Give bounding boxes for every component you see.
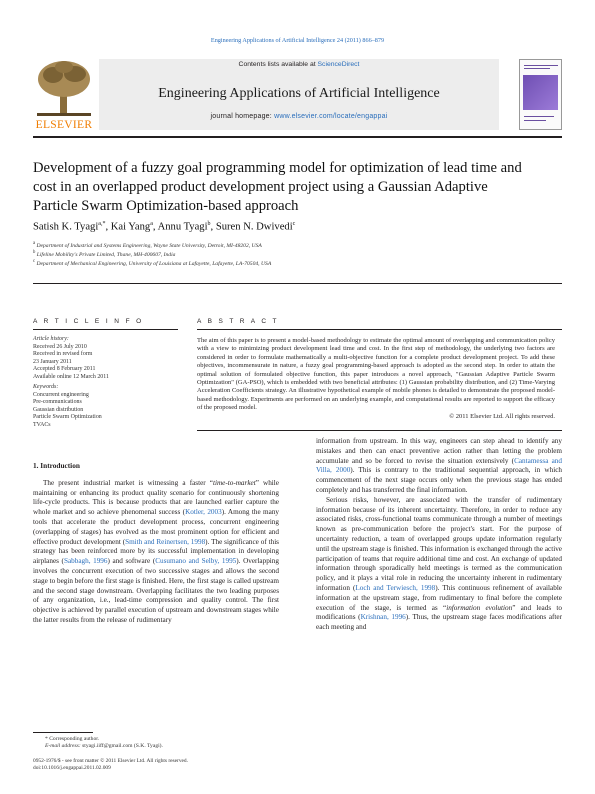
homepage-label: journal homepage: xyxy=(210,113,275,120)
keywords-block xyxy=(33,384,173,429)
cover-graphic xyxy=(523,75,558,110)
keyword[interactable]: Particle Swarm Optimization xyxy=(33,414,102,420)
affiliation-text: Department of Industrial and Systems Engineering, Wayne State University, Detroit, MI-48202, USA xyxy=(36,242,262,249)
text-run: information from upstream. In this way, engineers can step ahead to identify any mistakes and then can enact preventive action rather than letting the problem accumulate and so be forced to revise the situation extensively ( xyxy=(316,437,562,465)
journal-citation-line[interactable]: Engineering Applications of Artificial Intelligence 24 (2011) 866–879 xyxy=(210,37,385,44)
affiliation-marker: b xyxy=(33,250,36,255)
abstract-text: The aim of this paper is to present a model-based methodology to estimate the optimal amount of overlapping and communication policy with a view to minimizing product development lead time and cost. In the first step of methodology, the underlying two factors are considered in order to formulate mathematically a multi-objective function for a complete product development project. To add these objectives, incommensurate in nature, a fuzzy goal programming-based approach is adopted as the second step. In order to attain the optimal solution of formulated objective function, this paper introduces a novel approach, "Gaussian Adaptive Particle Swarm Optimization" (GA-PSO), which is embedded with two beneficial attributes: (1) Gaussian probability distribution, and (2) Time-Varying Acceleration Coefficients strategy. An illustrative hypothetical example of mobile phones is detailed to demonstrate the proposed model-based methodology. Experiments are performed on an underlying example, and computational results are reported to support the efficacy of the proposed model. xyxy=(197,337,555,412)
corresponding-author-note: * Corresponding author. xyxy=(45,736,100,742)
affiliation-text: Lifeline Mobility's Private Limited, Thane, MH-400607, India xyxy=(36,251,176,258)
text-run: The present industrial market is witnessing a faster “ xyxy=(43,478,213,487)
sciencedirect-link[interactable]: ScienceDirect xyxy=(317,61,360,68)
article-info-rule xyxy=(33,329,178,330)
affiliation-marker: c xyxy=(33,259,36,264)
author-separator: , xyxy=(105,221,111,233)
history-label: Article history: xyxy=(33,336,69,342)
cover-line xyxy=(524,120,546,121)
section-heading-introduction: 1. Introduction xyxy=(33,461,80,470)
affiliation xyxy=(33,241,262,249)
journal-homepage-line xyxy=(99,113,499,120)
keyword[interactable]: Gaussian distribution xyxy=(33,406,84,413)
citation-link[interactable]: Sabbagh, 1996 xyxy=(63,557,108,566)
abstract-heading: A B S T R A C T xyxy=(197,318,279,325)
emphasis-text: time-to-market xyxy=(212,478,256,487)
author-name[interactable]: Suren N. Dwivedi xyxy=(215,221,293,233)
body-column-left xyxy=(33,461,279,626)
text-run: ” and leads to modifications ( xyxy=(316,603,562,622)
citation-link[interactable]: Loch and Terwiesch, 1998 xyxy=(355,583,436,592)
abstract-bottom-rule xyxy=(197,430,562,431)
footnote-rule xyxy=(33,732,93,733)
history-item: Received 26 July 2010 xyxy=(33,343,87,350)
abstract-top-rule xyxy=(197,329,562,330)
author-name[interactable]: Kai Yang xyxy=(110,221,151,233)
author-separator: , xyxy=(210,221,216,233)
cover-line xyxy=(524,68,550,69)
text-run: ). This is contrary to the traditional sequential approach, in which commencement of the next stage occurs only when the previous stage has ended completely and has transferred the final information. xyxy=(316,466,562,494)
cover-line xyxy=(524,116,554,117)
affiliation-rule xyxy=(33,283,562,284)
history-item: Available online 12 March 2011 xyxy=(33,373,109,380)
header-rule xyxy=(33,136,562,138)
text-run: Serious risks, however, are associated with the transfer of rudimentary information because of its inherent uncertainty. Therefore, in order to reduce any associated risks, cross-functional teams communicate through a number of meetings known as pre-communication before the project's start. For the purpose of uncertainty reduction, a team of overlapped groups update information regularly until the upstream stage is finished. This information is exchanged through the active participation of teams that require additional time and cost. An exchange of updated information through sporadically held meetings is termed as the communication policy, and it plays a vital role in reducing the uncertainty inherent in rudimentary information ( xyxy=(316,495,562,592)
body-paragraph xyxy=(33,479,279,626)
author-name[interactable]: Annu Tyagi xyxy=(157,221,208,233)
author-affil-marker[interactable]: b xyxy=(207,221,211,227)
body-column-right xyxy=(316,437,562,633)
citation-link[interactable]: Kotler, 2003 xyxy=(185,508,222,517)
journal-title: Engineering Applications of Artificial Intelligence xyxy=(158,86,440,101)
elsevier-wordmark: ELSEVIER xyxy=(35,119,93,131)
author-list xyxy=(33,221,295,233)
author-name[interactable]: Satish K. Tyagi xyxy=(33,221,99,233)
keywords-label: Keywords: xyxy=(33,384,59,390)
history-item: 23 January 2011 xyxy=(33,358,72,365)
history-item: Accepted 8 February 2011 xyxy=(33,366,96,372)
affiliation xyxy=(33,259,271,267)
body-paragraph xyxy=(316,496,562,633)
doi-line[interactable]: doi:10.1016/j.engappai.2011.02.009 xyxy=(33,765,111,771)
email-note xyxy=(33,743,283,750)
body-paragraph xyxy=(316,437,562,496)
abstract-copyright: © 2011 Elsevier Ltd. All rights reserved. xyxy=(449,412,555,420)
text-run: ) and software ( xyxy=(107,557,156,566)
author-affil-marker[interactable]: a,* xyxy=(98,221,106,227)
text-run: ” while maintaining or enhancing its product quality scenario for continuously shortening life-cycle products. This is because products that are launched earlier capture the whole market and so achieve phenomenal success ( xyxy=(33,478,279,517)
author-affil-marker[interactable]: a xyxy=(150,221,153,227)
keyword[interactable]: Pre-communications xyxy=(33,399,82,405)
elsevier-tree-icon xyxy=(33,59,95,117)
citation-link[interactable]: Krishnan, 1996 xyxy=(360,613,406,622)
text-run: ). Thus, the upstream stage faces modifications after each meeting and xyxy=(316,613,563,632)
emphasis-text: information evolution xyxy=(446,603,513,612)
article-history xyxy=(33,336,173,381)
footnote xyxy=(33,736,283,750)
text-run: ). Among the many tools that accelerate the product development process, concurrent engineering (overlapping of stages) has evolved as the most prominent option for efficient and effective product development ( xyxy=(33,508,280,546)
email-label: E-mail address: xyxy=(45,743,83,749)
author-separator: , xyxy=(152,221,158,233)
affiliation-marker: a xyxy=(33,241,36,246)
citation-link[interactable]: Cantamessa and Villa, 2000 xyxy=(316,456,562,475)
email-address[interactable]: styagi.iiff@gmail.com (S.K. Tyagi). xyxy=(82,743,163,749)
text-run: ). The significance of this strategy has been reinforced more by its successful implementation in developing airplanes ( xyxy=(33,537,279,566)
homepage-link[interactable]: www.elsevier.com/locate/engappai xyxy=(274,113,388,120)
text-run: ). Overlapping involves the concurrent execution of two successive stages and allows the second stage to begin before the first stage is finished. Here, the first stage is called upstream and the second stage downstream. Overlapping facilitates the two leading purposes of any organization, i.e., lead-time compression and quality control. The first objective is achieved by parallel execution of upstream and downstream stages while the latter results from the release of rudimentary xyxy=(33,557,279,624)
contents-available-line xyxy=(99,61,499,68)
article-info-heading: A R T I C L E I N F O xyxy=(33,318,144,325)
journal-cover-thumbnail xyxy=(519,59,562,130)
article-title: Development of a fuzzy goal programming model for optimization of lead time and cost in an overlapped product development project using a Gaussian Adaptive Particle Swarm Optimization-based approach xyxy=(33,160,522,214)
elsevier-logo[interactable] xyxy=(33,59,95,131)
contents-prefix: Contents lists available at xyxy=(238,61,318,68)
issn-line: 0952-1976/$ - see front matter © 2011 Elsevier Ltd. All rights reserved. xyxy=(33,758,188,764)
text-run: ). This continuous refinement of available information at the upstream stage, from rudimentary to final before the complete execution of the stage, is termed as “ xyxy=(316,583,563,612)
issn-block xyxy=(33,758,333,772)
keyword[interactable]: Concurrent engineering xyxy=(33,391,89,398)
journal-header xyxy=(33,56,562,134)
affiliation xyxy=(33,250,175,258)
abstract-body xyxy=(197,337,555,421)
citation-link[interactable]: Cusumano and Selby, 1995 xyxy=(155,557,237,566)
cover-line xyxy=(524,65,558,66)
author-affil-marker[interactable]: c xyxy=(292,221,296,227)
keyword[interactable]: TVACs xyxy=(33,421,51,428)
citation-link[interactable]: Smith and Reinertsen, 1998 xyxy=(125,537,206,546)
history-item: Received in revised form xyxy=(33,351,93,357)
affiliation-text: Department of Mechanical Engineering, University of Louisiana at Lafayette, Lafayette, LA-70504, USA xyxy=(36,260,272,267)
